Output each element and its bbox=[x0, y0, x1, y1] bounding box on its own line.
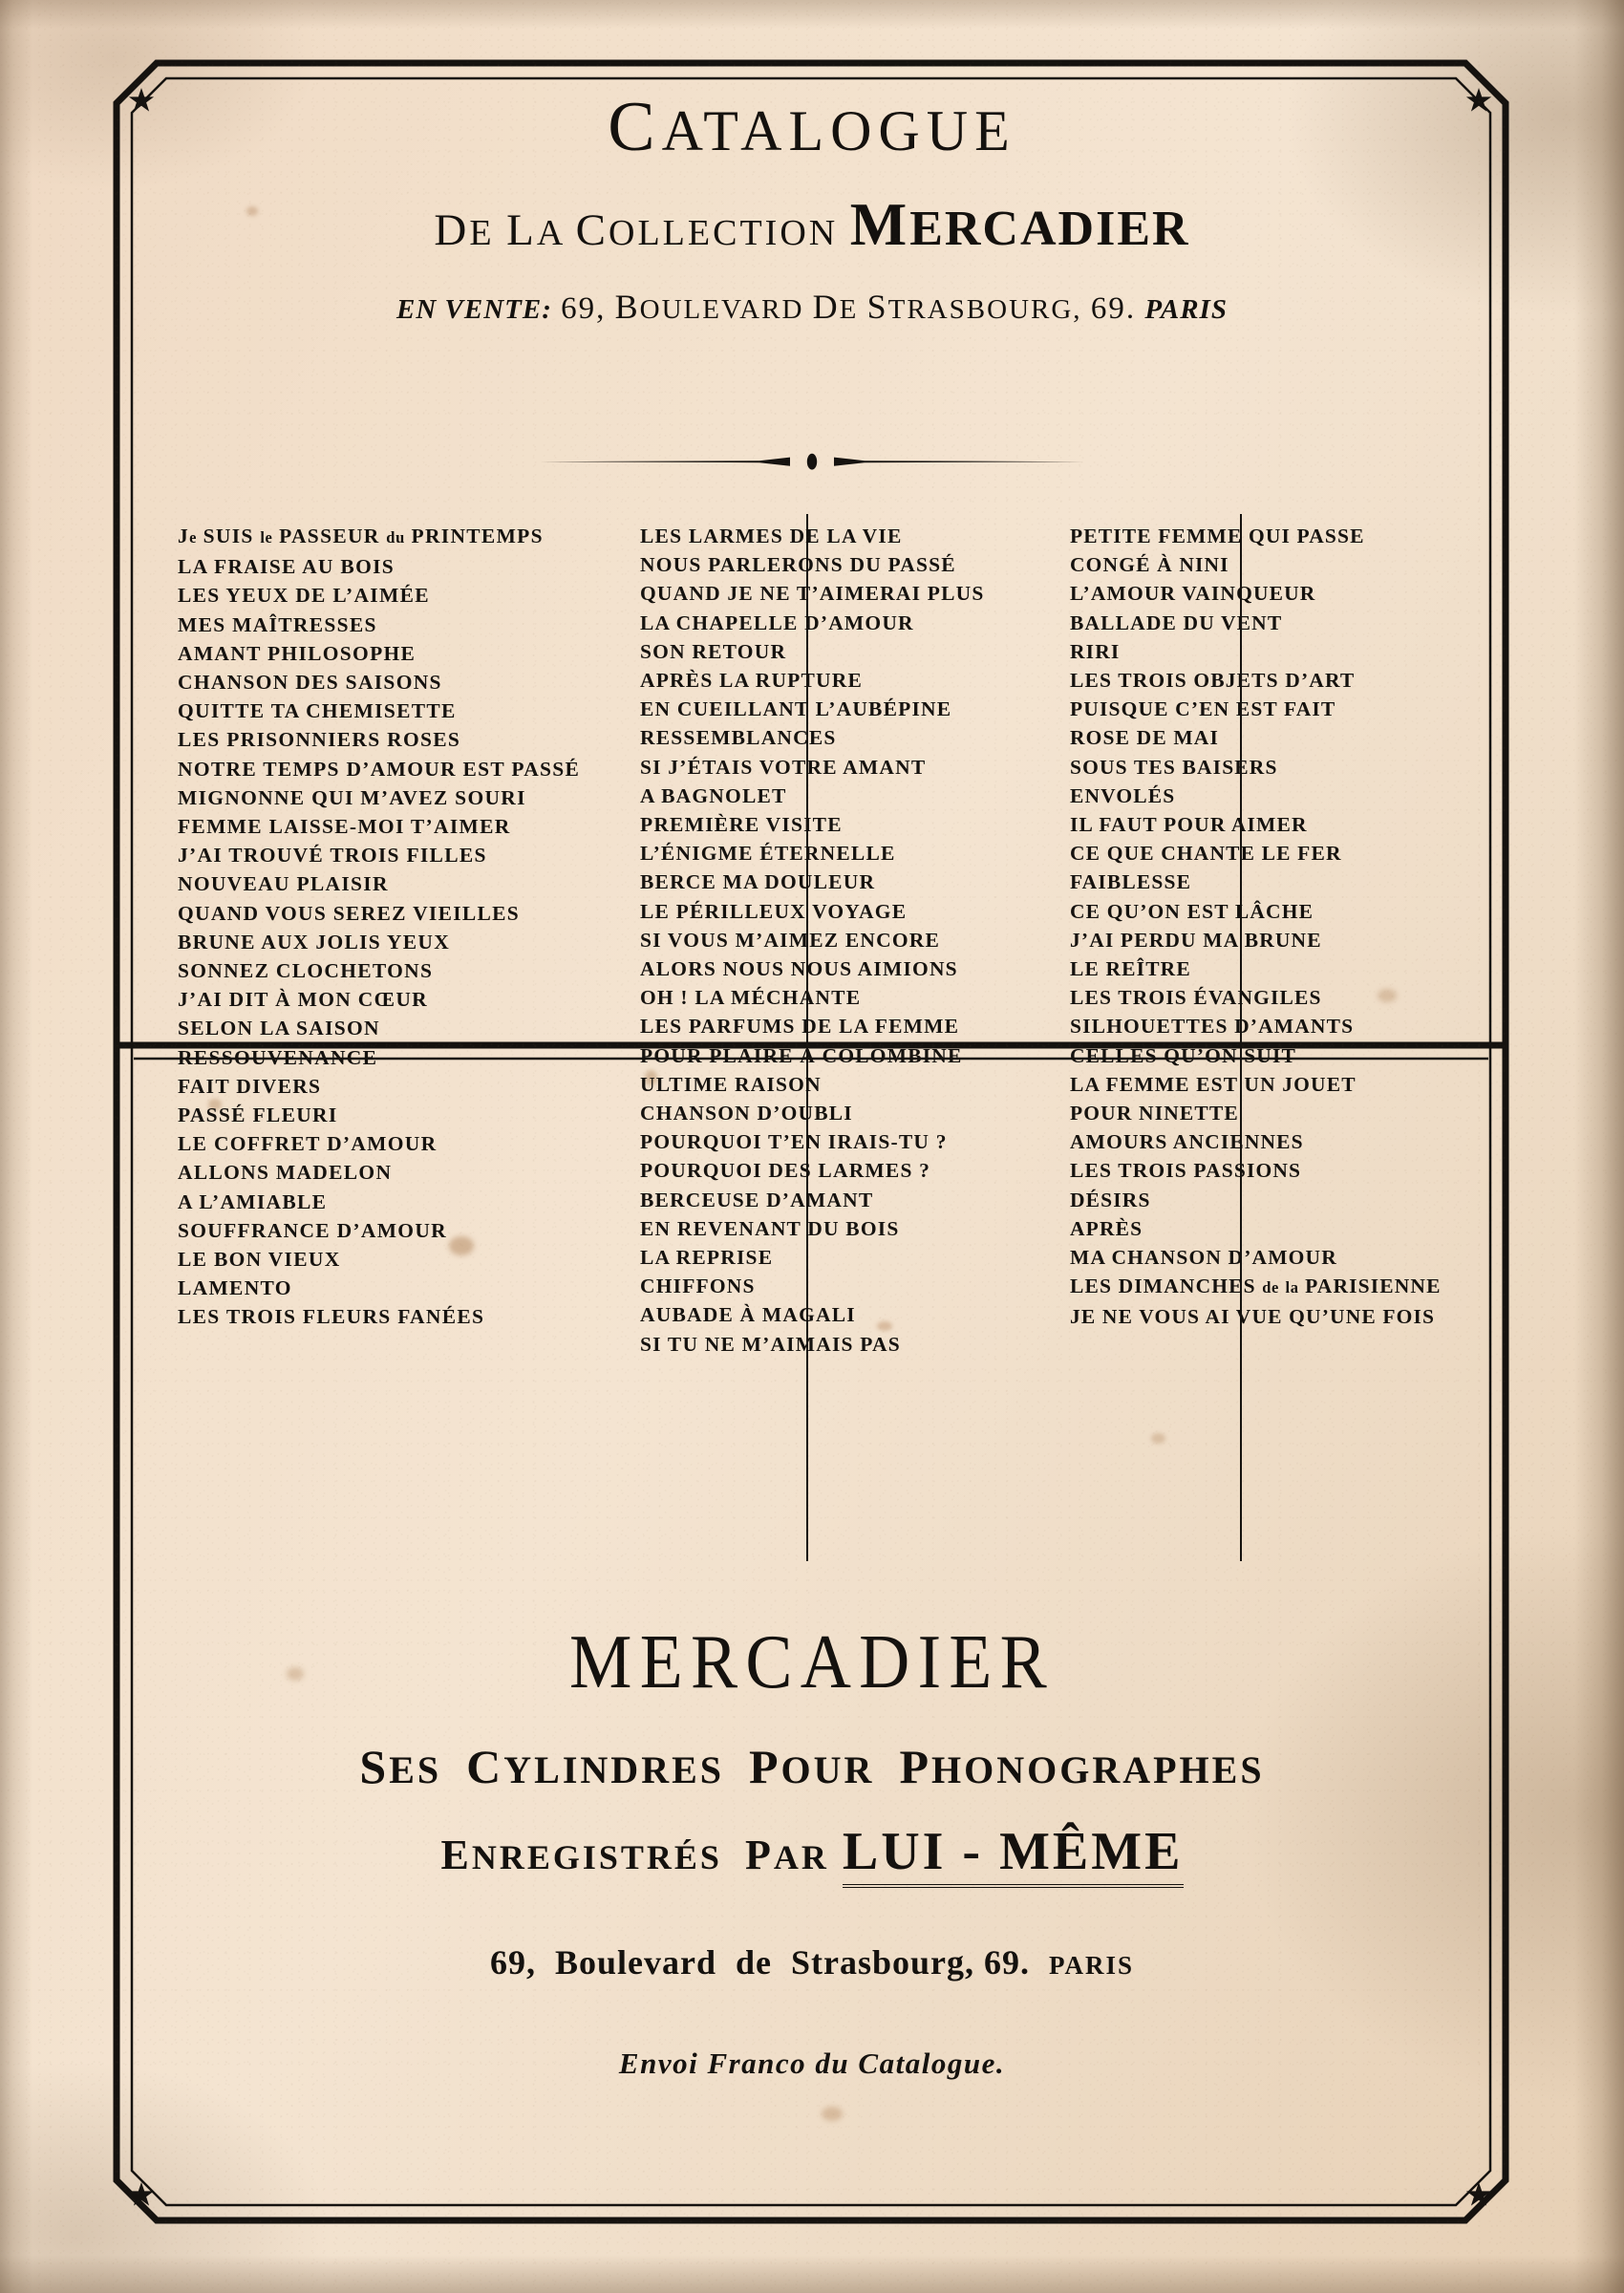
song-title: LES PARFUMS DE LA FEMME bbox=[640, 1015, 960, 1039]
song-title: L’ÉNIGME ÉTERNELLE bbox=[640, 842, 896, 866]
song-title: SONNEZ CLOCHETONS bbox=[178, 959, 434, 983]
song-title: ENVOLÉS bbox=[1070, 783, 1176, 807]
song-title: A BAGNOLET bbox=[640, 783, 787, 807]
song-title: FAIBLESSE bbox=[1070, 870, 1192, 894]
song-title: LA FRAISE AU BOIS bbox=[178, 555, 395, 579]
song-title: LAMENTO bbox=[178, 1276, 292, 1300]
song-title: LES YEUX DE L’AIMÉE bbox=[178, 584, 430, 608]
song-title: SI TU NE M’AIMAIS PAS bbox=[640, 1332, 901, 1356]
song-title: ALORS NOUS NOUS AIMIONS bbox=[640, 957, 958, 981]
song-column-1 bbox=[178, 522, 623, 1554]
song-title: J’AI PERDU MA BRUNE bbox=[1070, 928, 1322, 952]
advertisement-address: 69, Boulevard de Strasbourg, 69. PARIS bbox=[489, 1943, 1135, 1982]
song-title: LES PRISONNIERS ROSES bbox=[178, 728, 461, 752]
song-title: FAIT DIVERS bbox=[178, 1074, 322, 1098]
song-title: EN REVENANT DU BOIS bbox=[640, 1216, 900, 1240]
song-title: LES DIMANCHES de la PARISIENNE bbox=[1070, 1275, 1442, 1298]
song-title: LA CHAPELLE D’AMOUR bbox=[640, 611, 914, 634]
song-title: SI J’ÉTAIS VOTRE AMANT bbox=[640, 755, 927, 779]
song-title: NOUVEAU PLAISIR bbox=[178, 872, 389, 896]
song-title: POUR PLAIRE À COLOMBINE bbox=[640, 1043, 963, 1067]
song-title: LA REPRISE bbox=[640, 1246, 774, 1270]
song-title: JE NE VOUS AI VUE QU’UNE FOIS bbox=[1070, 1305, 1436, 1329]
header-address: EN VENTE: 69, BOULEVARD DE STRASBOURG, 69. PARIS bbox=[396, 288, 1228, 326]
song-column-2 bbox=[623, 522, 1053, 1554]
song-title: PUISQUE C’EN EST FAIT bbox=[1070, 697, 1336, 721]
song-title: ULTIME RAISON bbox=[640, 1072, 822, 1096]
song-title: APRÈS bbox=[1070, 1216, 1143, 1240]
song-title: SOUFFRANCE D’AMOUR bbox=[178, 1218, 447, 1242]
song-title: SILHOUETTES D’AMANTS bbox=[1070, 1015, 1355, 1039]
song-title: OH ! LA MÉCHANTE bbox=[640, 986, 862, 1010]
song-title: MES MAÎTRESSES bbox=[178, 612, 377, 636]
song-title: J’AI DIT À MON CŒUR bbox=[178, 988, 428, 1012]
paper-edge-right bbox=[1574, 0, 1624, 2293]
page-title: CATALOGUE bbox=[608, 88, 1016, 166]
song-title: CE QUE CHANTE LE FER bbox=[1070, 842, 1342, 866]
song-title: LE REÎTRE bbox=[1070, 957, 1191, 981]
song-title: NOTRE TEMPS D’AMOUR EST PASSÉ bbox=[178, 757, 581, 781]
song-title: CE QU’ON EST LÂCHE bbox=[1070, 899, 1314, 923]
catalogue-header bbox=[143, 88, 1481, 326]
song-title: CHANSON D’OUBLI bbox=[640, 1102, 853, 1125]
brand-name: MERCADIER bbox=[569, 1620, 1055, 1704]
paper-edge-bottom bbox=[0, 2255, 1624, 2293]
paper-edge-left bbox=[0, 0, 32, 2293]
song-title: BERCEUSE D’AMANT bbox=[640, 1188, 874, 1211]
song-title: ROSE DE MAI bbox=[1070, 726, 1220, 750]
song-title: APRÈS LA RUPTURE bbox=[640, 669, 864, 693]
song-title: MIGNONNE QUI M’AVEZ SOURI bbox=[178, 785, 526, 809]
song-column-3 bbox=[1053, 522, 1448, 1554]
song-title: LE BON VIEUX bbox=[178, 1248, 341, 1272]
song-title-columns bbox=[178, 522, 1448, 1554]
lui-meme-emphasis: LUI - MÊME bbox=[843, 1822, 1184, 1888]
song-title: POUR NINETTE bbox=[1070, 1102, 1239, 1125]
song-title: RESSOUVENANCE bbox=[178, 1045, 378, 1069]
song-title: L’AMOUR VAINQUEUR bbox=[1070, 582, 1316, 606]
advertisement-tagline: SES CYLINDRES POUR PHONOGRAPHES bbox=[359, 1740, 1265, 1793]
song-title: CHANSON DES SAISONS bbox=[178, 671, 442, 695]
ornamental-divider bbox=[540, 449, 1084, 474]
song-title: MA CHANSON D’AMOUR bbox=[1070, 1246, 1337, 1270]
song-title: AMANT PHILOSOPHE bbox=[178, 641, 417, 665]
song-title: LE COFFRET D’AMOUR bbox=[178, 1132, 438, 1156]
song-title: LES TROIS FLEURS FANÉES bbox=[178, 1305, 485, 1329]
song-title: QUITTE TA CHEMISETTE bbox=[178, 699, 457, 723]
song-title: BERCE MA DOULEUR bbox=[640, 870, 876, 894]
song-title: Je SUIS le PASSEUR du PRINTEMPS bbox=[178, 525, 544, 547]
song-title: A L’AMIABLE bbox=[178, 1189, 328, 1213]
song-title: SI VOUS M’AIMEZ ENCORE bbox=[640, 928, 941, 952]
song-title: DÉSIRS bbox=[1070, 1188, 1151, 1211]
song-title: PASSÉ FLEURI bbox=[178, 1104, 338, 1127]
paper-edge-top bbox=[0, 0, 1624, 29]
advertisement-recorded-by: ENREGISTRÉS PAR LUI - MÊME bbox=[143, 1825, 1481, 1878]
song-title: LA FEMME EST UN JOUET bbox=[1070, 1072, 1357, 1096]
song-title: QUAND VOUS SEREZ VIEILLES bbox=[178, 901, 521, 925]
song-title: POURQUOI T’EN IRAIS-TU ? bbox=[640, 1130, 948, 1154]
song-title: QUAND JE NE T’AIMERAI PLUS bbox=[640, 582, 985, 606]
song-title: LES TROIS ÉVANGILES bbox=[1070, 986, 1322, 1010]
advertisement-block bbox=[143, 1620, 1481, 2080]
song-title: NOUS PARLERONS DU PASSÉ bbox=[640, 553, 956, 577]
song-title: LES TROIS PASSIONS bbox=[1070, 1159, 1302, 1183]
collection-subtitle: DE LA COLLECTION MERCADIER bbox=[434, 191, 1190, 258]
song-title: POURQUOI DES LARMES ? bbox=[640, 1159, 931, 1183]
song-title: PREMIÈRE VISITE bbox=[640, 813, 843, 837]
song-title: EN CUEILLANT L’AUBÉPINE bbox=[640, 697, 952, 721]
song-title: LES LARMES DE LA VIE bbox=[640, 525, 903, 547]
song-title: SON RETOUR bbox=[640, 639, 787, 663]
song-title: LES TROIS OBJETS D’ART bbox=[1070, 669, 1356, 693]
song-title: AUBADE À MAGALI bbox=[640, 1303, 856, 1327]
advertisement-envoi-note: Envoi Franco du Catalogue. bbox=[618, 2047, 1006, 2080]
song-title: RESSEMBLANCES bbox=[640, 726, 837, 750]
song-title: CELLES QU’ON SUIT bbox=[1070, 1043, 1296, 1067]
song-title: SOUS TES BAISERS bbox=[1070, 755, 1278, 779]
song-title: CONGÉ À NINI bbox=[1070, 553, 1229, 577]
song-title: RIRI bbox=[1070, 639, 1121, 663]
song-title: FEMME LAISSE-MOI T’AIMER bbox=[178, 815, 511, 839]
song-title: SELON LA SAISON bbox=[178, 1017, 380, 1040]
song-title: BRUNE AUX JOLIS YEUX bbox=[178, 930, 451, 954]
song-title: LE PÉRILLEUX VOYAGE bbox=[640, 899, 908, 923]
en-vente-label: EN VENTE: bbox=[396, 294, 552, 325]
song-title: AMOURS ANCIENNES bbox=[1070, 1130, 1304, 1154]
song-title: PETITE FEMME QUI PASSE bbox=[1070, 525, 1365, 547]
song-title: J’AI TROUVÉ TROIS FILLES bbox=[178, 844, 487, 868]
song-title: BALLADE DU VENT bbox=[1070, 611, 1283, 634]
song-title: IL FAUT POUR AIMER bbox=[1070, 813, 1308, 837]
song-title: CHIFFONS bbox=[640, 1275, 756, 1298]
song-title: ALLONS MADELON bbox=[178, 1161, 393, 1185]
